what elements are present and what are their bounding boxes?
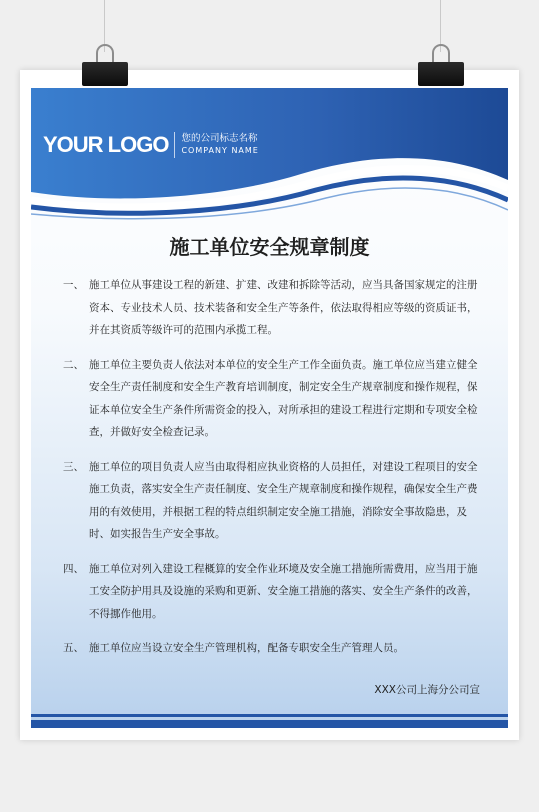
clause-item [63,456,481,546]
company-name-en: COMPANY NAME [181,146,259,155]
clause-item [63,354,481,444]
clause-number: 三、 [63,460,84,473]
poster-paper [31,88,508,728]
clause-item [63,558,481,626]
clause-text: 施工单位的项目负责人应当由取得相应执业资格的人员担任，对建设工程项目的安全施工负责，落实安全生产责任制度、安全生产规章制度和操作规程，确保安全生产费用的有效使用，并根据工程的特点组织制定安全施工措施，消除安全事故隐患，及时、如实报告生产安全事故。 [89,460,478,540]
clause-text: 施工单位主要负责人依法对本单位的安全生产工作全面负责。施工单位应当建立健全安全生产责任制度和安全生产教育培训制度，制定安全生产规章制度和操作规程，保证本单位安全生产条件所需资金的投入，对所承担的建设工程进行定期和专项安全检查，并做好安全检查记录。 [89,358,478,438]
page-title: 施工单位安全规章制度 [169,235,370,259]
signature: XXX公司上海分公司宣 [374,684,480,696]
clause-list [63,274,481,672]
clause-text: 施工单位应当设立安全生产管理机构，配备专职安全生产管理人员。 [89,642,404,654]
clause-text: 施工单位从事建设工程的新建、扩建、改建和拆除等活动，应当具备国家规定的注册资本、专业技术人员、技术装备和安全生产等条件，依法取得相应等级的资质证书，并在其资质等级许可的范围内承揽工程。 [89,279,478,336]
clause-number: 四、 [63,562,84,575]
logo-subtitle [181,133,258,157]
clip-body [418,62,464,86]
clause-item [63,637,481,660]
clause-text: 施工单位对列入建设工程概算的安全作业环境及安全施工措施所需费用，应当用于施工安全防护用具及设施的采购和更新、安全施工措施的落实、安全生产条件的改善，不得挪作他用。 [89,562,478,620]
clause-item [63,274,481,342]
company-logo [43,132,259,158]
logo-text: YOUR LOGO [43,132,169,157]
binder-clip-left [82,44,128,86]
clause-number: 五、 [63,642,84,654]
footer-stripes [31,714,508,728]
poster-sheet [20,70,519,740]
clause-number: 一、 [63,279,84,291]
company-name-cn: 您的公司标志名称 [181,133,258,144]
binder-clip-right [418,44,464,86]
clip-body [82,62,128,86]
header-banner [31,88,508,228]
logo-divider [174,132,175,158]
clause-number: 二、 [63,358,84,371]
